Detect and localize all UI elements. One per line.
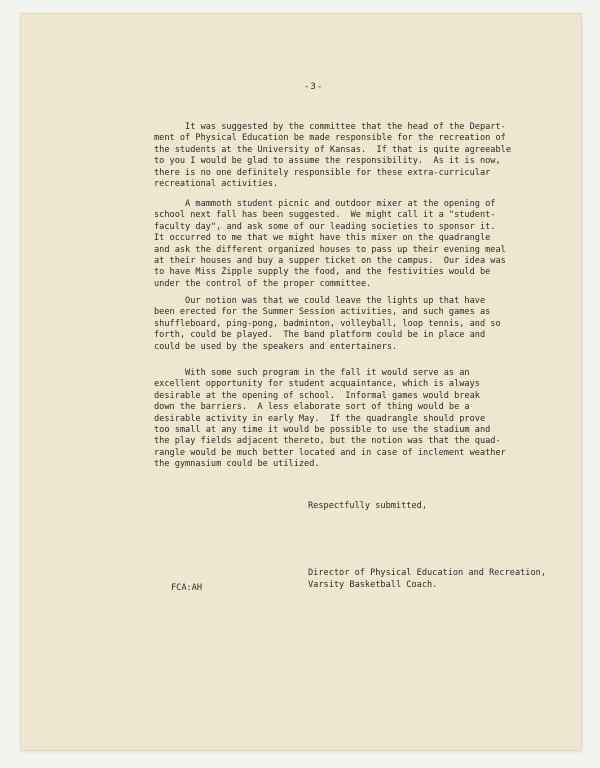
letter-page — [21, 14, 581, 750]
closing-line: Respectfully submitted, — [308, 501, 427, 511]
paragraph-2: A mammoth student picnic and outdoor mixer at the opening of school next fall has been suggested. We might call it a "student- faculty day", and ask some of our leading societies to sponsor it. It occurred to me that we might have this mixer on the quadrangle and ask the different organized houses to pass up their evening meal at their houses and buy a supper ticket on the campus. Our idea was to have Miss Zipple supply the food, and the festivities would be under the control of the proper committee. — [154, 199, 506, 289]
reference-initials: FCA:AH — [171, 583, 203, 593]
paragraph-1: It was suggested by the committee that the head of the Depart- ment of Physical Education be made responsible for the recreation of the students at the University of Kansas. If that is quite agreeable to you I would be glad to assume the responsibility. As it is now, there is no one definitely responsible for these extra-curricular recreational activities. — [154, 122, 511, 190]
signature-title-line: Director of Physical Education and Recreation, — [308, 568, 546, 578]
page-number: -3- — [304, 82, 324, 92]
signature-coach-line: Varsity Basketball Coach. — [308, 580, 438, 590]
paragraph-4: With some such program in the fall it would serve as an excellent opportunity for student acquaintance, which is always desirable at the opening of school. Informal games would break down the barriers. A less elaborate sort of thing would be a desirable activity in early May. If the quadrangle should prove too small at any time it would be possible to use the stadium and the play fields adjacent thereto, but the notion was that the quad- rangle would be much better located and in case of inclement weather the gymnasium could be utilized. — [154, 368, 506, 470]
paragraph-3: Our notion was that we could leave the lights up that have been erected for the Summer Session activities, and such games as shuffleboard, ping-pong, badminton, volleyball, loop tennis, and so forth, could be played. The band platform could be in place and could be used by the speakers and entertainers. — [154, 296, 501, 352]
